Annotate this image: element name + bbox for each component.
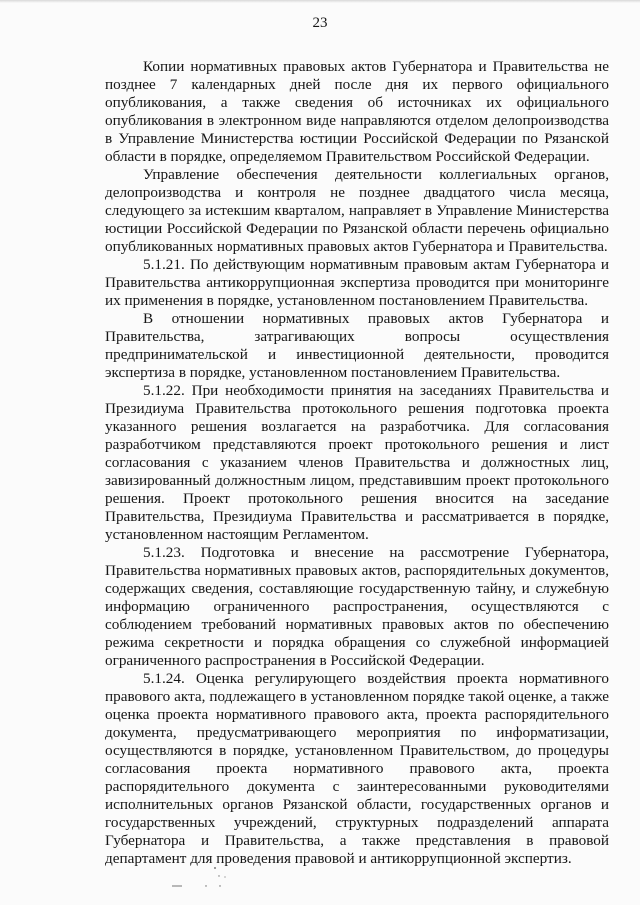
scan-top-edge — [0, 0, 640, 3]
paragraph-5-1-23: 5.1.23. Подготовка и внесение на рассмотрение Губернатора, Правительства нормативных правовых актов, распорядительных документов, содержащих сведения, составляющие государственную тайну, и служебную информацию ограниченного распространения, осуществляются с соблюдением требований нормативных правовых актов по обеспечению режима секретности и порядка обращения со служебной информацией ограниченного распространения в Российской Федерации. — [105, 544, 609, 669]
scan-artifact-marks — [170, 864, 260, 894]
paragraph-5-1-21: 5.1.21. По действующим нормативным правовым актам Губернатора и Правительства антикоррупционная экспертиза проводится при мониторинге их применения в порядке, установленном постановлением Правительства. — [105, 256, 609, 309]
paragraph-5-1-22: 5.1.22. При необходимости принятия на заседаниях Правительства и Президиума Правительства протокольного решения подготовка проекта указанного решения возлагается на разработчика. Для согласования разработчиком представляются проект протокольного решения и лист согласования с указанием членов Правительства и должностных лиц, завизированный должностным лицом, представившим проект протокольного решения. Проект протокольного решения вносится на заседание Правительства, Президиума Правительства и рассматривается в порядке, установленном настоящим Регламентом. — [105, 382, 609, 543]
paragraph-quarterly-list: Управление обеспечения деятельности коллегиальных органов, делопроизводства и контроля не позднее двадцатого числа месяца, следующего за истекшим кварталом, направляет в Управление Министерства юстиции Российской Федерации по Рязанской области перечень официально опубликованных нормативных правовых актов Губернатора и Правительства. — [105, 166, 609, 255]
document-body — [105, 58, 609, 868]
paragraph-5-1-24: 5.1.24. Оценка регулирующего воздействия проекта нормативного правового акта, подлежащего в установленном порядке такой оценке, а также оценка проекта нормативного правового акта, проекта распорядительного документа, предусматривающего мероприятия по информатизации, осуществляются в порядке, установленном Правительством, до процедуры согласования проекта нормативного правового акта, проекта распорядительного документа с заинтересованными руководителями исполнительных органов Рязанской области, государственных органов и государственных учреждений, структурных подразделений аппарата Губернатора и Правительства, а также представления в правовой департамент для проведения правовой и антикоррупционной экспертиз. — [105, 670, 609, 867]
paragraph-business-expertise: В отношении нормативных правовых актов Губернатора и Правительства, затрагивающих вопросы осуществления предпринимательской и инвестиционной деятельности, проводится экспертиза в порядке, установленном постановлением Правительства. — [105, 310, 609, 381]
page-number: 23 — [312, 15, 328, 31]
paragraph-copies-submission: Копии нормативных правовых актов Губернатора и Правительства не позднее 7 календарных дней после дня их первого официального опубликования, а также сведения об источниках их официального опубликования в электронном виде направляются отделом делопроизводства в Управление Министерства юстиции Российской Федерации по Рязанской области в порядке, определяемом Правительством Российской Федерации. — [105, 58, 609, 165]
